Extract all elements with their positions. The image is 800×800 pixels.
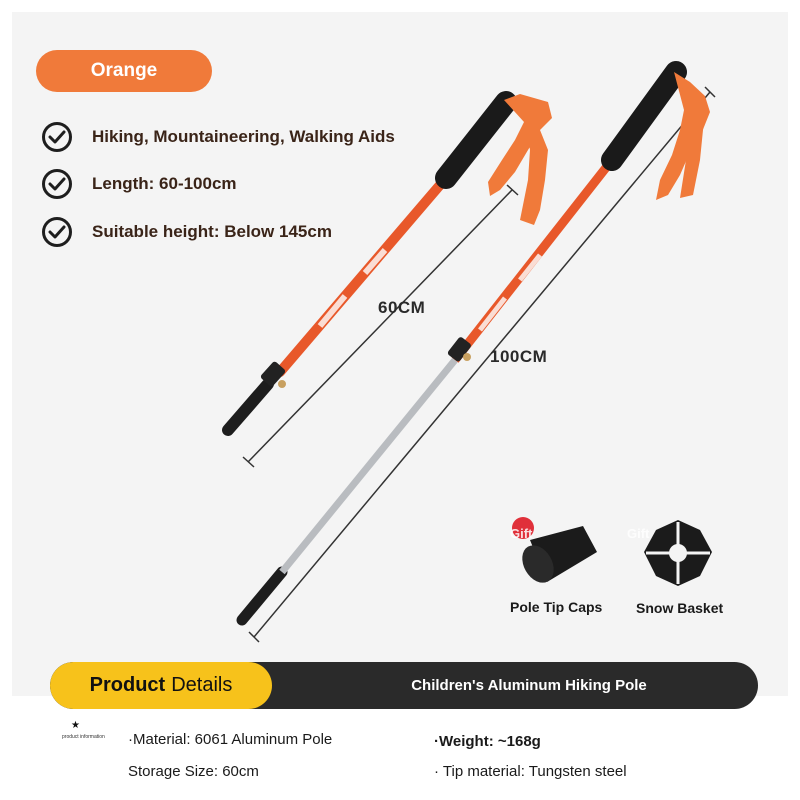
- product-details-bar: [50, 662, 758, 709]
- extended-length-label: 100CM: [490, 347, 548, 366]
- feature-text: Suitable height: Below 145cm: [92, 222, 332, 241]
- star-icon: ★: [71, 720, 80, 731]
- product-name: Children's Aluminum Hiking Pole: [411, 677, 647, 694]
- rubber-tip-cap-icon: [505, 512, 605, 594]
- logo-text: product information: [62, 734, 105, 740]
- pole-tip-caps-label: Pole Tip Caps: [510, 599, 603, 615]
- spec-tip-material: · Tip material: Tungsten steel: [434, 763, 627, 780]
- gift-badge-tip-caps: Gift: [510, 526, 533, 541]
- spec-weight: ·Weight: ~168g: [434, 733, 541, 750]
- product-details-heading: [50, 662, 272, 709]
- feature-text: Length: 60-100cm: [92, 174, 237, 193]
- snow-basket-icon: [640, 518, 716, 588]
- product-information-logo: [62, 720, 112, 744]
- color-option-badge[interactable]: Orange: [36, 50, 212, 92]
- collapsed-pole: [228, 94, 552, 430]
- gift-badge-snow-basket: Gift: [627, 526, 650, 541]
- snow-basket-label: Snow Basket: [636, 600, 724, 616]
- spec-storage-size: Storage Size: 60cm: [128, 763, 259, 780]
- spec-material: ·Material: 6061 Aluminum Pole: [128, 731, 333, 748]
- heading-bold: Product: [89, 674, 166, 696]
- feature-text: Hiking, Mountaineering, Walking Aids: [92, 127, 395, 146]
- collapsed-length-label: 60CM: [378, 298, 426, 317]
- heading-light: Details: [171, 674, 233, 696]
